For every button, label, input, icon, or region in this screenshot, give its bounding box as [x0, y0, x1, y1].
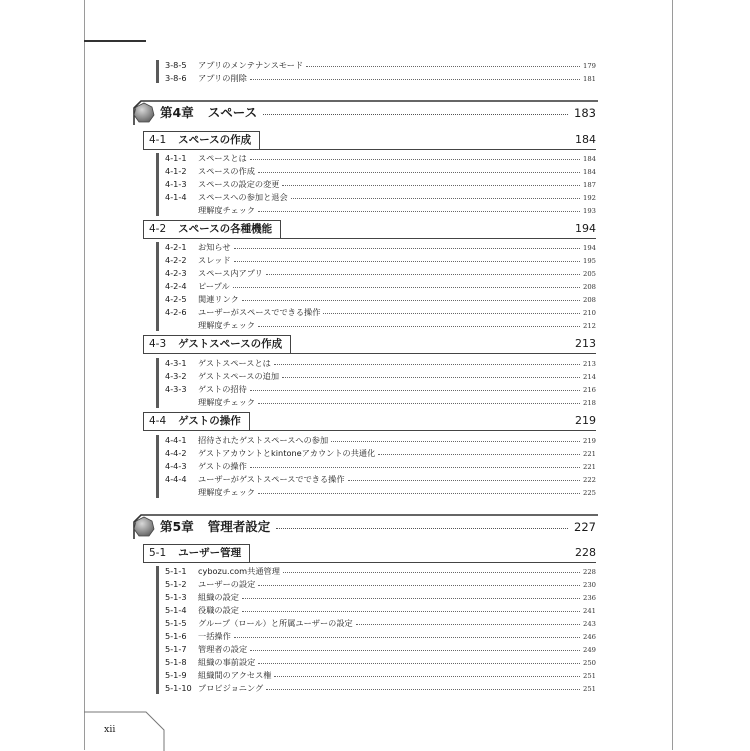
toc-entry[interactable]: [165, 165, 596, 177]
chapter-title-group: [160, 517, 270, 537]
entry-group-bar: [156, 60, 159, 83]
dot-leader: [356, 623, 580, 625]
entry-title: 理解度チェック: [198, 205, 256, 215]
entry-title: cybozu.com共通管理: [198, 566, 280, 576]
entry-page: 241: [583, 607, 596, 615]
section-label-box: [143, 220, 281, 238]
header-rule: [84, 40, 146, 42]
entry-page: 195: [583, 257, 596, 265]
entry-number: 5-1-3: [165, 592, 187, 602]
entry-number: 3-8-5: [165, 60, 187, 70]
toc-entry[interactable]: [165, 447, 596, 459]
toc-entry[interactable]: [165, 565, 596, 577]
entry-page: 221: [583, 450, 596, 458]
entry-number: 4-4-2: [165, 448, 187, 458]
toc-entry[interactable]: [165, 460, 596, 472]
chapter-circle-icon: [133, 102, 155, 124]
entry-title: ゲストの操作: [198, 461, 247, 471]
entry-page: 218: [583, 399, 596, 407]
dot-leader: [234, 247, 581, 249]
dot-leader: [266, 688, 580, 690]
entry-group-bar: [156, 153, 159, 216]
entry-page: 194: [583, 244, 596, 252]
entry-group-bar: [156, 242, 159, 331]
dot-leader: [258, 325, 580, 327]
entry-page: 208: [583, 283, 596, 291]
dot-leader: [306, 65, 580, 67]
section-page: 219: [575, 414, 596, 427]
entry-page: 225: [583, 489, 596, 497]
entry-number: 4-1-3: [165, 179, 187, 189]
toc-entry[interactable]: [165, 656, 596, 668]
entry-page: 243: [583, 620, 596, 628]
section-heading[interactable]: [143, 335, 596, 354]
entry-title: 管理者の設定: [198, 644, 248, 654]
dot-leader: [250, 158, 580, 160]
chapter-number: 第4章: [160, 105, 194, 120]
dot-leader: [258, 662, 580, 664]
section-heading[interactable]: [143, 131, 596, 150]
entry-page: 228: [583, 568, 596, 576]
section-title: スペースの作成: [178, 134, 252, 146]
toc-entry[interactable]: [165, 643, 596, 655]
entry-title: スペースの設定の変更: [198, 179, 280, 189]
entry-title: ゲストスペースとは: [198, 358, 271, 368]
toc-entry[interactable]: [165, 669, 596, 681]
entry-number: 4-2-2: [165, 255, 187, 265]
entry-group-bar: [156, 566, 159, 694]
chapter-page: 227: [574, 520, 596, 534]
entry-number: 5-1-5: [165, 618, 187, 628]
entry-number: 5-1-4: [165, 605, 187, 615]
entry-title: お知らせ: [198, 242, 231, 252]
entry-title: グループ（ロール）と所属ユーザーの設定: [198, 618, 353, 628]
section-number: 4-2: [149, 223, 167, 235]
page-number: xii: [104, 724, 116, 735]
entry-title: アプリの削除: [198, 73, 247, 83]
section-title: ゲストの操作: [178, 415, 241, 427]
toc-entry[interactable]: [165, 370, 596, 382]
dot-leader: [378, 453, 580, 455]
dot-leader: [291, 197, 580, 199]
dot-leader: [258, 171, 580, 173]
entry-number: 3-8-6: [165, 73, 187, 83]
entry-number: 4-2-3: [165, 268, 187, 278]
section-heading[interactable]: [143, 412, 596, 431]
entry-title: 理解度チェック: [198, 487, 256, 497]
entry-number: 4-2-1: [165, 242, 187, 252]
dot-leader: [258, 210, 580, 212]
toc-entry[interactable]: [165, 578, 596, 590]
entry-page: 192: [583, 194, 596, 202]
toc-entry[interactable]: [165, 617, 596, 629]
entry-page: 181: [583, 75, 596, 83]
entry-title: スペースの作成: [198, 166, 255, 176]
entry-title: プロビジョニング: [198, 683, 264, 693]
section-number: 5-1: [149, 547, 167, 559]
toc-entry[interactable]: [165, 152, 596, 164]
section-number: 4-4: [149, 415, 167, 427]
entry-title: 組織の設定: [198, 592, 239, 602]
entry-group-bar: [156, 358, 159, 408]
dot-leader: [242, 610, 580, 612]
entry-number: 4-1-2: [165, 166, 187, 176]
dot-leader: [283, 571, 580, 573]
toc-entry[interactable]: [165, 357, 596, 369]
entry-page: 222: [583, 476, 596, 484]
entry-number: 4-2-6: [165, 307, 187, 317]
entry-title: スレッド: [198, 255, 231, 265]
entry-page: 251: [583, 685, 596, 693]
entry-title: 理解度チェック: [198, 397, 256, 407]
chapter-dot-leader: [276, 527, 568, 529]
entry-number: 5-1-2: [165, 579, 187, 589]
entry-page: 184: [583, 168, 596, 176]
dot-leader: [242, 597, 580, 599]
chapter-title: スペース: [207, 105, 258, 120]
dot-leader: [258, 584, 580, 586]
entry-page: 179: [583, 62, 596, 70]
chapter-title: 管理者設定: [207, 519, 271, 534]
section-label-box: [143, 131, 260, 149]
dot-leader: [234, 636, 580, 638]
chapter-page: 183: [574, 106, 596, 120]
entry-page: 236: [583, 594, 596, 602]
dot-leader: [250, 649, 580, 651]
dot-leader: [266, 273, 580, 275]
chapter-heading[interactable]: [132, 100, 596, 126]
entry-number: 4-4-1: [165, 435, 187, 445]
entry-number: 5-1-9: [165, 670, 187, 680]
toc-entry[interactable]: [165, 383, 596, 395]
entry-title: 理解度チェック: [198, 320, 256, 330]
toc-entry[interactable]: [165, 630, 596, 642]
entry-number: 4-1-1: [165, 153, 187, 163]
entry-title: ピープル: [198, 281, 230, 291]
entry-page: 184: [583, 155, 596, 163]
chapter-title-group: [160, 103, 257, 123]
toc-entry[interactable]: [165, 293, 596, 305]
dot-leader: [250, 78, 580, 80]
section-title: ゲストスペースの作成: [178, 338, 283, 350]
dot-leader: [274, 675, 580, 677]
entry-page: 214: [583, 373, 596, 381]
section-number: 4-1: [149, 134, 167, 146]
section-label-box: [143, 412, 250, 430]
toc-entry[interactable]: [165, 204, 596, 216]
entry-title: ユーザーの設定: [198, 579, 256, 589]
entry-title: アプリのメンテナンスモード: [198, 60, 304, 70]
entry-title: 一括操作: [198, 631, 231, 641]
entry-number: 4-4-3: [165, 461, 187, 471]
toc-entry[interactable]: [165, 254, 596, 266]
entry-page: 212: [583, 322, 596, 330]
entry-title: 招待されたゲストスペースへの参加: [198, 435, 329, 445]
entry-page: 221: [583, 463, 596, 471]
entry-number: 4-3-2: [165, 371, 187, 381]
dot-leader: [258, 492, 580, 494]
entry-title: ユーザーがスペースでできる操作: [198, 307, 321, 317]
entry-number: 4-1-4: [165, 192, 187, 202]
section-heading[interactable]: [143, 220, 596, 239]
toc-entry[interactable]: [165, 306, 596, 318]
section-page: 213: [575, 337, 596, 350]
entry-number: 4-2-4: [165, 281, 187, 291]
toc-entry[interactable]: [165, 682, 596, 694]
entry-page: 210: [583, 309, 596, 317]
entry-page: 250: [583, 659, 596, 667]
entry-number: 4-2-5: [165, 294, 187, 304]
dot-leader: [331, 440, 580, 442]
toc-entry[interactable]: [165, 604, 596, 616]
section-page: 184: [575, 133, 596, 146]
entry-page: 208: [583, 296, 596, 304]
toc-entry[interactable]: [165, 178, 596, 190]
entry-title: 関連リンク: [198, 294, 239, 304]
toc-entry[interactable]: [165, 434, 596, 446]
chapter-heading[interactable]: [132, 514, 596, 540]
section-title: スペースの各種機能: [178, 223, 273, 235]
entry-title: スペース内アプリ: [198, 268, 263, 278]
entry-page: 193: [583, 207, 596, 215]
toc-entry[interactable]: [165, 72, 596, 84]
section-page: 228: [575, 546, 596, 559]
entry-title: ゲストスペースの追加: [198, 371, 280, 381]
toc-entry[interactable]: [165, 473, 596, 485]
entry-group-bar: [156, 435, 159, 498]
chapter-dot-leader: [263, 113, 568, 115]
toc-entry[interactable]: [165, 319, 596, 331]
dot-leader: [233, 286, 580, 288]
toc-entry[interactable]: [165, 486, 596, 498]
section-page: 194: [575, 222, 596, 235]
toc-entry[interactable]: [165, 396, 596, 408]
dot-leader: [250, 389, 580, 391]
dot-leader: [234, 260, 580, 262]
entry-page: 246: [583, 633, 596, 641]
toc-entry[interactable]: [165, 241, 596, 253]
entry-number: 5-1-6: [165, 631, 187, 641]
entry-title: スペースへの参加と退会: [198, 192, 288, 202]
toc-entry[interactable]: [165, 280, 596, 292]
entry-number: 4-3-3: [165, 384, 187, 394]
dot-leader: [282, 184, 580, 186]
entry-page: 213: [583, 360, 596, 368]
dot-leader: [258, 402, 580, 404]
entry-page: 251: [583, 672, 596, 680]
entry-title: ゲストアカウントとkintoneアカウントの共通化: [198, 448, 376, 458]
chapter-circle-icon: [133, 516, 155, 538]
toc-entry[interactable]: [165, 591, 596, 603]
entry-page: 187: [583, 181, 596, 189]
entry-number: 4-3-1: [165, 358, 187, 368]
dot-leader: [348, 479, 580, 481]
dot-leader: [323, 312, 580, 314]
entry-number: 5-1-1: [165, 566, 187, 576]
entry-number: 5-1-10: [165, 683, 192, 693]
dot-leader: [274, 363, 580, 365]
entry-number: 5-1-7: [165, 644, 187, 654]
entry-title: ユーザーがゲストスペースでできる操作: [198, 474, 345, 484]
entry-title: 組織間のアクセス権: [198, 670, 272, 680]
entry-title: 役職の設定: [198, 605, 239, 615]
section-heading[interactable]: [143, 544, 596, 563]
entry-number: 5-1-8: [165, 657, 187, 667]
section-title: ユーザー管理: [178, 547, 242, 559]
chapter-number: 第5章: [160, 519, 194, 534]
dot-leader: [282, 376, 580, 378]
dot-leader: [250, 466, 580, 468]
toc-entry[interactable]: [165, 191, 596, 203]
entry-page: 230: [583, 581, 596, 589]
entry-page: 205: [583, 270, 596, 278]
toc-entry[interactable]: [165, 267, 596, 279]
folio-tab: [84, 711, 166, 751]
section-label-box: [143, 335, 291, 353]
entry-title: スペースとは: [198, 153, 247, 163]
toc-entry[interactable]: [165, 59, 596, 71]
entry-title: 組織の事前設定: [198, 657, 256, 667]
entry-number: 4-4-4: [165, 474, 187, 484]
dot-leader: [242, 299, 580, 301]
entry-page: 249: [583, 646, 596, 654]
section-label-box: [143, 544, 250, 562]
entry-page: 216: [583, 386, 596, 394]
section-number: 4-3: [149, 338, 167, 350]
entry-title: ゲストの招待: [198, 384, 247, 394]
entry-page: 219: [583, 437, 596, 445]
